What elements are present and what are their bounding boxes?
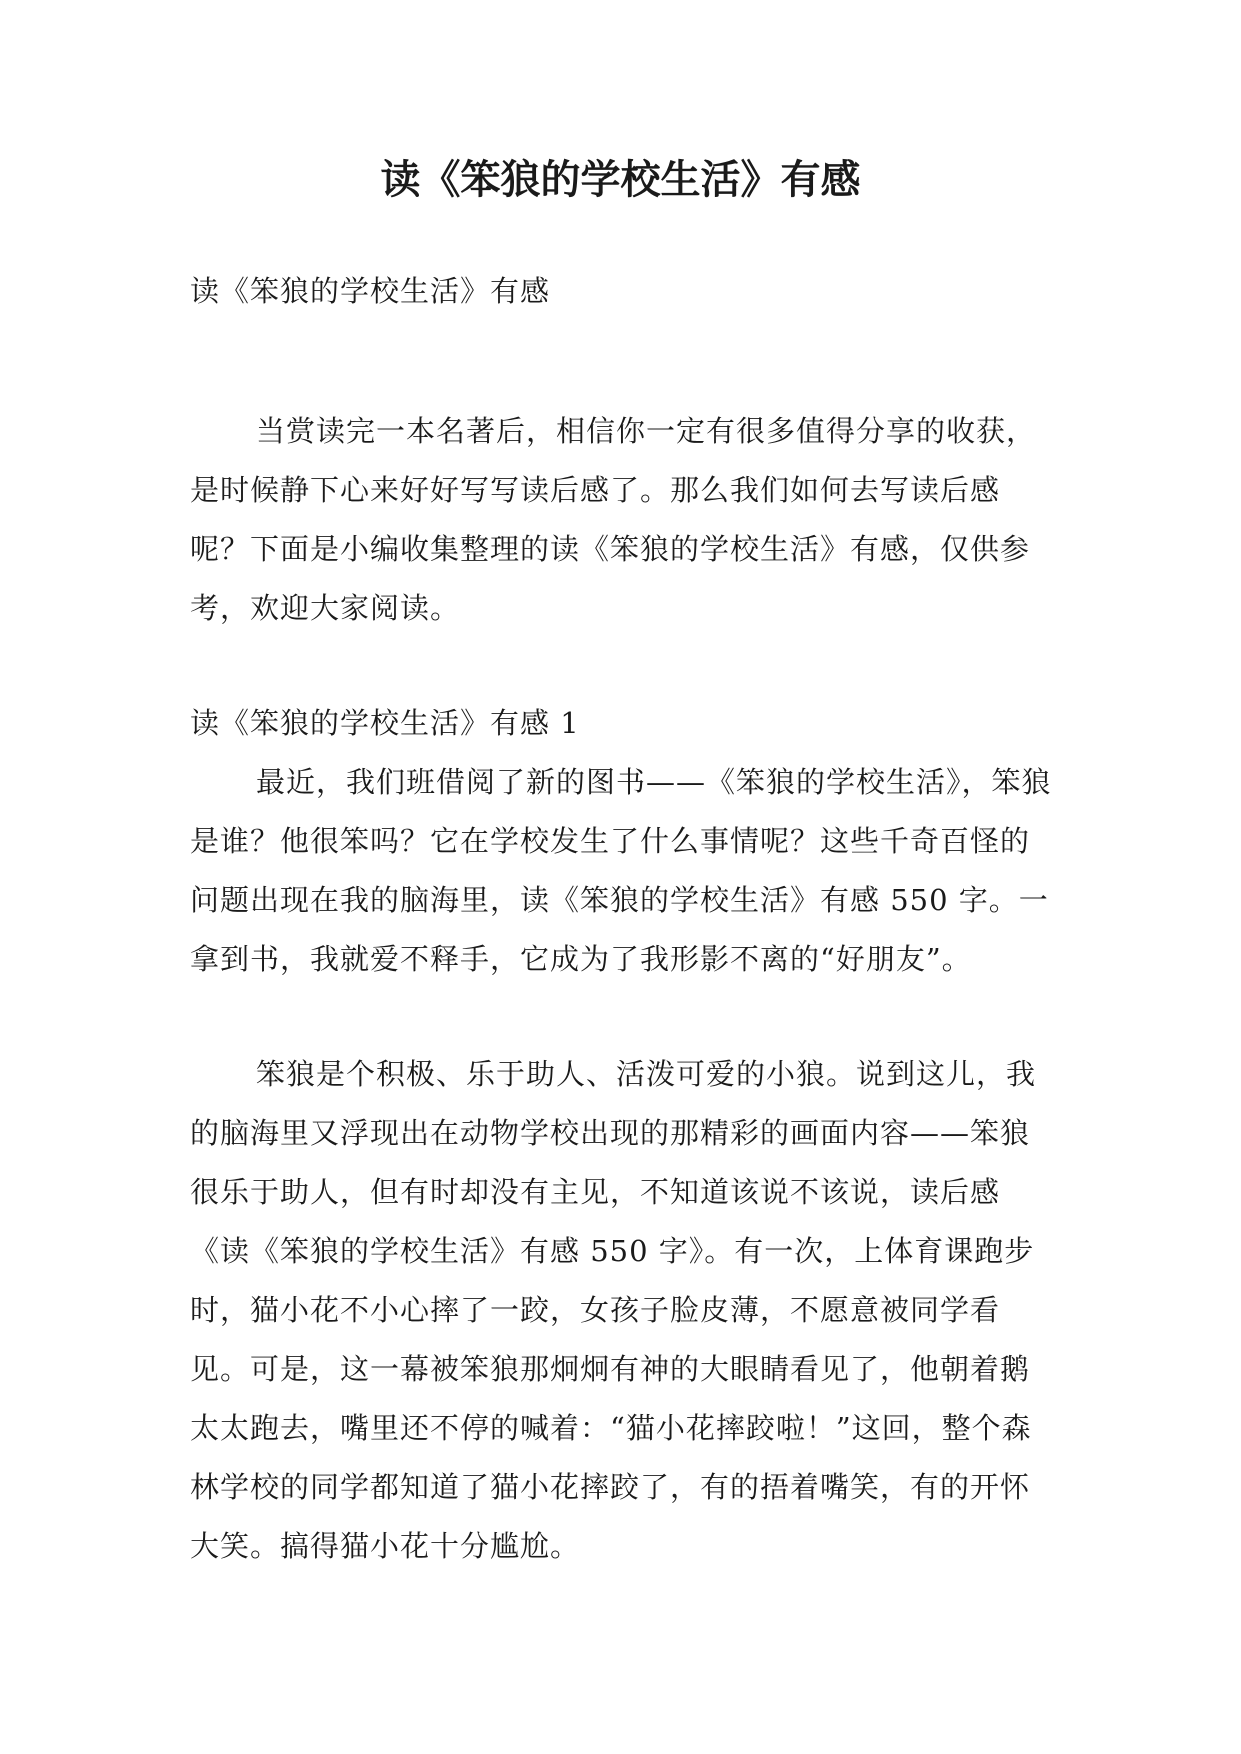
body-paragraph-1: 最近，我们班借阅了新的图书——《笨狼的学校生活》，笨狼是谁？他很笨吗？它在学校发生了什么事情呢？这些千奇百怪的问题出现在我的脑海里，读《笨狼的学校生活》有感 550 字。一拿到书，我就爱不释手，它成为了我形影不离的“好朋友”。 — [190, 765, 1052, 976]
section-heading: 读《笨狼的学校生活》有感 1 — [190, 706, 580, 740]
document-subtitle: 读《笨狼的学校生活》有感 — [190, 274, 551, 308]
intro-paragraph: 当赏读完一本名著后，相信你一定有很多值得分享的收获，是时候静下心来好好写写读后感了。那么我们如何去写读后感呢？下面是小编收集整理的读《笨狼的学校生活》有感，仅供参考，欢迎大家阅读。 — [190, 414, 1037, 625]
document-title: 读《笨狼的学校生活》有感 — [380, 157, 861, 203]
body-paragraph-2: 笨狼是个积极、乐于助人、活泼可爱的小狼。说到这儿，我的脑海里又浮现出在动物学校出现的那精彩的画面内容——笨狼很乐于助人，但有时却没有主见，不知道该说不该说，读后感《读《笨狼的学校生活》有感 550 字》。有一次，上体育课跑步时，猫小花不小心摔了一跤，女孩子脸皮薄，不愿意被同学看见。可是，这一幕被笨狼那炯炯有神的大眼睛看见了，他朝着鹅太太跑去，嘴里还不停的喊着：“猫小花摔跤啦！”这回，整个森林学校的同学都知道了猫小花摔跤了，有的捂着嘴笑，有的开怀大笑。搞得猫小花十分尴尬。 — [190, 1057, 1037, 1563]
